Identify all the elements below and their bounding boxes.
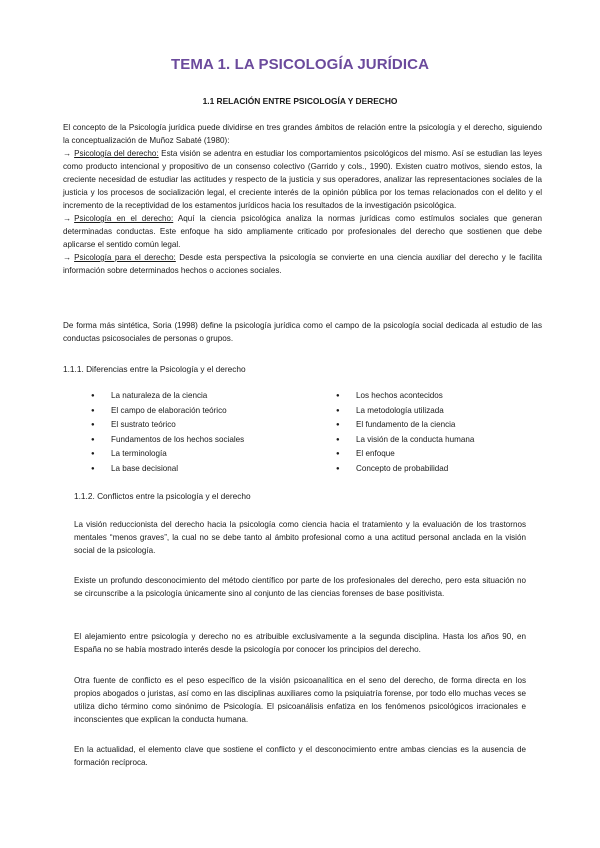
paragraph: En la actualidad, el elemento clave que sostiene el conflicto y el desconocimiento entre ambas ciencias es la ausencia de formación recíproca. [74,745,526,767]
paragraph: El alejamiento entre psicología y derecho no es atribuible exclusivamente a la segunda disciplina. Hasta los años 90, en España no se había mostrado interés desde la psicología por conocer los principios del derecho. [74,632,526,654]
intro-text: El concepto de la Psicología jurídica puede dividirse en tres grandes ámbitos de relación entre la psicología y el derecho, siguiendo la conceptualización de Muñoz Sabaté (1980): [63,123,542,145]
list-item: ● La visión de la conducta humana [336,433,556,448]
paragraph: Existe un profundo desconocimiento del método científico por parte de los profesionales del derecho, pero esta situación no se circunscribe a la psicología únicamente sino al conjunto de las ciencias forenses de base positivista. [74,576,526,598]
list-item: ● La terminología [91,447,311,462]
item-term: Psicología para el derecho: [74,253,176,262]
list-item: ● La naturaleza de la ciencia [91,389,311,404]
list-item: ● El fundamento de la ciencia [336,418,556,433]
paragraph: La visión reduccionista del derecho hacia la psicología como ciencia hacia el tratamiento y la evaluación de los trastornos mentales “menos graves”, la cual no se debe tanto al ámbito profesional como a una actitud personal anclada en la visión social de la psicología. [74,520,526,555]
list-item: ● El campo de elaboración teórico [91,404,311,419]
subsection-heading: 1.1.1. Diferencias entre la Psicología y el derecho [63,364,246,374]
page-title: TEMA 1. LA PSICOLOGÍA JURÍDICA [170,56,429,73]
section-heading: 1.1 RELACIÓN ENTRE PSICOLOGÍA Y DERECHO [202,96,398,106]
arrow-icon: → [63,253,72,262]
list-item: ● La base decisional [91,462,311,477]
list-item: ● Fundamentos de los hechos sociales [91,433,311,448]
paragraph: Otra fuente de conflicto es el peso específico de la visión psicoanalítica en el seno del derecho, de forma directa en los propios abogados o juristas, así como en las disciplinas auxiliares como la psiquiatría forense, por todo ello muchas veces se utiliza dicho término como sinónimo de Psicología. El psicoanálisis enfatiza en los fenómenos psicológicos irracionales e inconscientes que explican la conducta humana. [74,676,526,724]
arrow-icon: → [63,214,72,223]
arrow-icon: → [63,149,72,158]
definition-paragraph: De forma más sintética, Soria (1998) define la psicología jurídica como el campo de la psicología social dedicada al estudio de las conductas psicosociales de personas o grupos. [63,321,542,343]
item-term: Psicología del derecho: [74,149,159,158]
list-item: ● Los hechos acontecidos [336,389,556,404]
item-text: Esta visión se adentra en estudiar los comportamientos psicológicos del mismo. Así se estudian las leyes como producto intencional y propositivo de un consenso colectivo (Garrido y cols., 1990). Existen cuatro motivos, siendo estos, la creciente necesidad de estudiar las actitudes y respecto de la justicia y sus operadores, analizar las representaciones sociales de la justicia y los procesos de socialización legal, el creciente interés de la opinión pública por los temas relacionados con el delito y el incremento de la receptividad de los estamentos jurídicos hacia los resultados de la investigación psicológica. [63,149,543,210]
item-text: Desde esta perspectiva la psicología se convierte en una ciencia auxiliar del derecho y le facilita información sobre determinados hechos o acciones sociales. [63,253,543,275]
item-text: Aquí la ciencia psicológica analiza la normas jurídicas como estímulos sociales que generan determinadas conductas. Este enfoque ha sido ampliamente criticado por profesionales del derecho que sostienen que debe aplicarse el sentido común legal. [63,214,542,249]
list-item: ● La metodología utilizada [336,404,556,419]
differences-list-right [336,389,556,477]
differences-list-left [91,389,311,477]
item-term: Psicología en el derecho: [74,214,174,223]
list-item: ● Concepto de probabilidad [336,462,556,477]
list-item: ● El enfoque [336,447,556,462]
list-item: ● El sustrato teórico [91,418,311,433]
intro-paragraph [63,121,542,277]
subsection-heading: 1.1.2. Conflictos entre la psicología y el derecho [74,491,251,501]
